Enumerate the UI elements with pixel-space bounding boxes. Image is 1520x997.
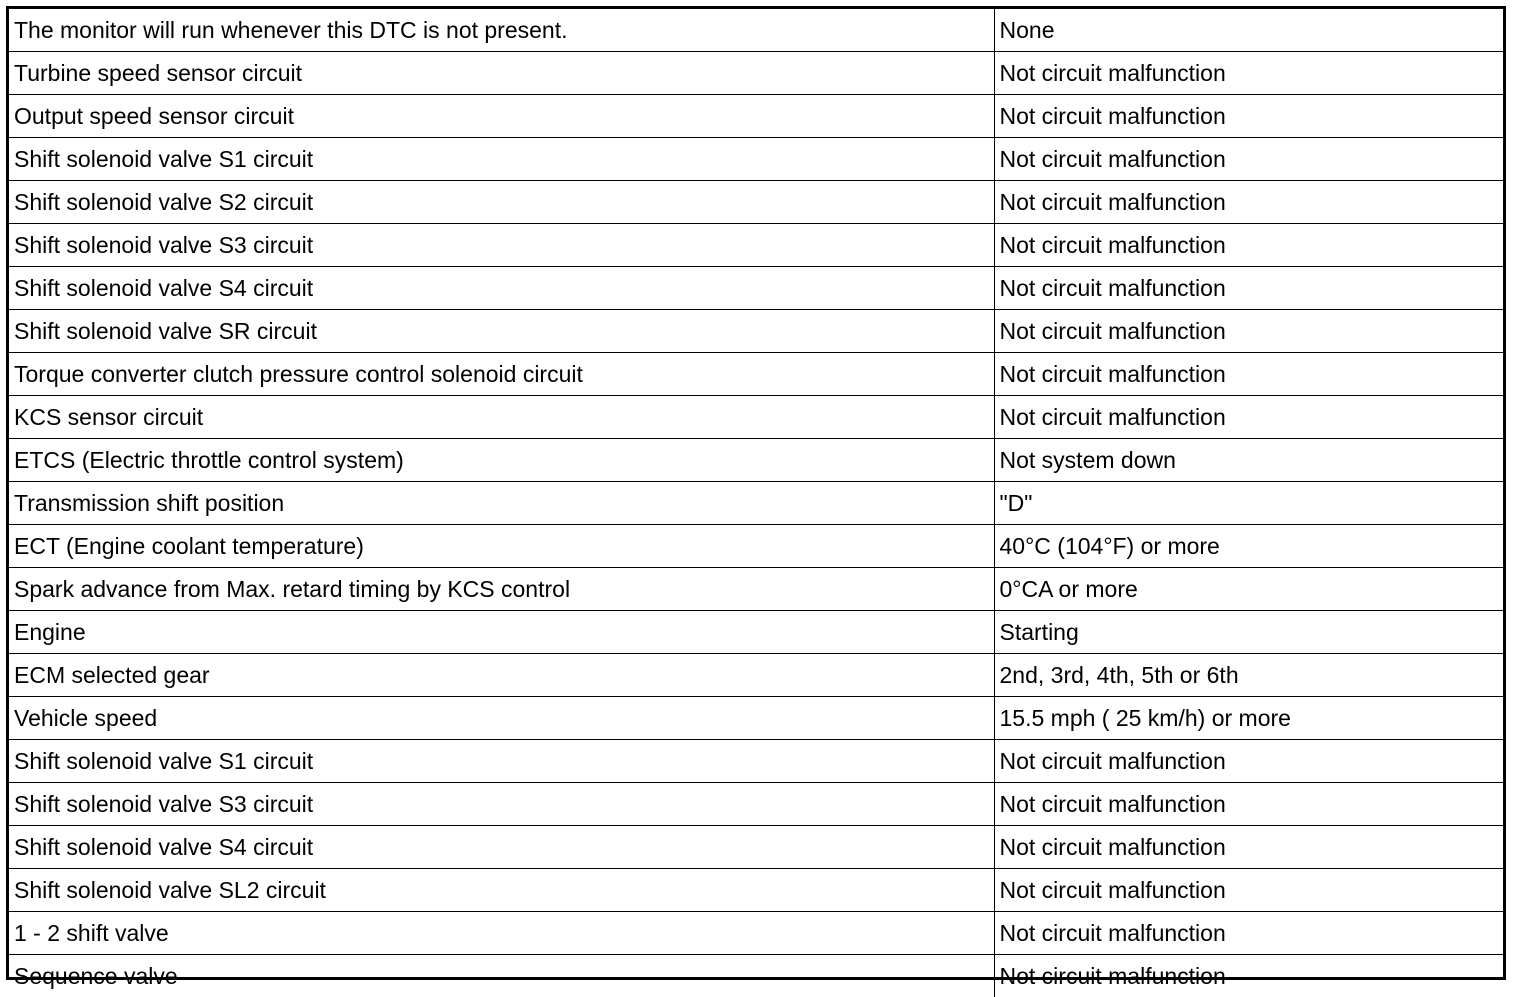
condition-cell: 15.5 mph ( 25 km/h) or more [994, 697, 1503, 740]
table-row [9, 955, 1503, 997]
table-row [9, 654, 1503, 697]
item-cell: ECM selected gear [9, 654, 994, 697]
table-row [9, 611, 1503, 654]
condition-cell: Not circuit malfunction [994, 310, 1503, 353]
item-cell: Shift solenoid valve S4 circuit [9, 267, 994, 310]
item-cell: Shift solenoid valve S1 circuit [9, 740, 994, 783]
condition-cell: Not circuit malfunction [994, 138, 1503, 181]
item-cell: Spark advance from Max. retard timing by KCS control [9, 568, 994, 611]
table-row [9, 353, 1503, 396]
item-cell: ECT (Engine coolant temperature) [9, 525, 994, 568]
table-row [9, 224, 1503, 267]
table-row [9, 138, 1503, 181]
table-row [9, 525, 1503, 568]
condition-cell: Not circuit malfunction [994, 52, 1503, 95]
table-row [9, 95, 1503, 138]
item-cell: Turbine speed sensor circuit [9, 52, 994, 95]
item-cell: Shift solenoid valve S2 circuit [9, 181, 994, 224]
condition-cell: Not system down [994, 439, 1503, 482]
condition-cell: Not circuit malfunction [994, 869, 1503, 912]
item-cell: Shift solenoid valve S1 circuit [9, 138, 994, 181]
item-cell: Shift solenoid valve S3 circuit [9, 224, 994, 267]
item-cell: 1 - 2 shift valve [9, 912, 994, 955]
table-row [9, 52, 1503, 95]
condition-cell: 2nd, 3rd, 4th, 5th or 6th [994, 654, 1503, 697]
condition-cell: "D" [994, 482, 1503, 525]
table-row [9, 697, 1503, 740]
item-cell: Engine [9, 611, 994, 654]
condition-cell: Not circuit malfunction [994, 783, 1503, 826]
condition-cell: Starting [994, 611, 1503, 654]
condition-cell: Not circuit malfunction [994, 826, 1503, 869]
conditions-table-frame [6, 6, 1506, 980]
item-cell: Shift solenoid valve SR circuit [9, 310, 994, 353]
item-cell: ETCS (Electric throttle control system) [9, 439, 994, 482]
table-row [9, 568, 1503, 611]
item-cell: Shift solenoid valve S4 circuit [9, 826, 994, 869]
item-cell: Output speed sensor circuit [9, 95, 994, 138]
table-row [9, 396, 1503, 439]
condition-cell: Not circuit malfunction [994, 353, 1503, 396]
table-row [9, 181, 1503, 224]
item-cell: Shift solenoid valve S3 circuit [9, 783, 994, 826]
item-cell: Shift solenoid valve SL2 circuit [9, 869, 994, 912]
condition-cell: 40°C (104°F) or more [994, 525, 1503, 568]
conditions-table [9, 9, 1503, 997]
table-row [9, 267, 1503, 310]
condition-cell: Not circuit malfunction [994, 267, 1503, 310]
condition-cell: None [994, 9, 1503, 52]
item-cell: The monitor will run whenever this DTC is not present. [9, 9, 994, 52]
item-cell: KCS sensor circuit [9, 396, 994, 439]
conditions-table-body [9, 9, 1503, 997]
table-row [9, 9, 1503, 52]
condition-cell: Not circuit malfunction [994, 740, 1503, 783]
table-row [9, 439, 1503, 482]
condition-cell: 0°CA or more [994, 568, 1503, 611]
condition-cell: Not circuit malfunction [994, 912, 1503, 955]
item-cell: Transmission shift position [9, 482, 994, 525]
condition-cell: Not circuit malfunction [994, 181, 1503, 224]
item-cell: Sequence valve [9, 955, 994, 997]
item-cell: Vehicle speed [9, 697, 994, 740]
condition-cell: Not circuit malfunction [994, 396, 1503, 439]
table-row [9, 826, 1503, 869]
table-row [9, 783, 1503, 826]
table-row [9, 740, 1503, 783]
table-row [9, 310, 1503, 353]
table-row [9, 869, 1503, 912]
table-row [9, 912, 1503, 955]
item-cell: Torque converter clutch pressure control solenoid circuit [9, 353, 994, 396]
condition-cell: Not circuit malfunction [994, 95, 1503, 138]
table-row [9, 482, 1503, 525]
condition-cell: Not circuit malfunction [994, 224, 1503, 267]
condition-cell: Not circuit malfunction [994, 955, 1503, 997]
